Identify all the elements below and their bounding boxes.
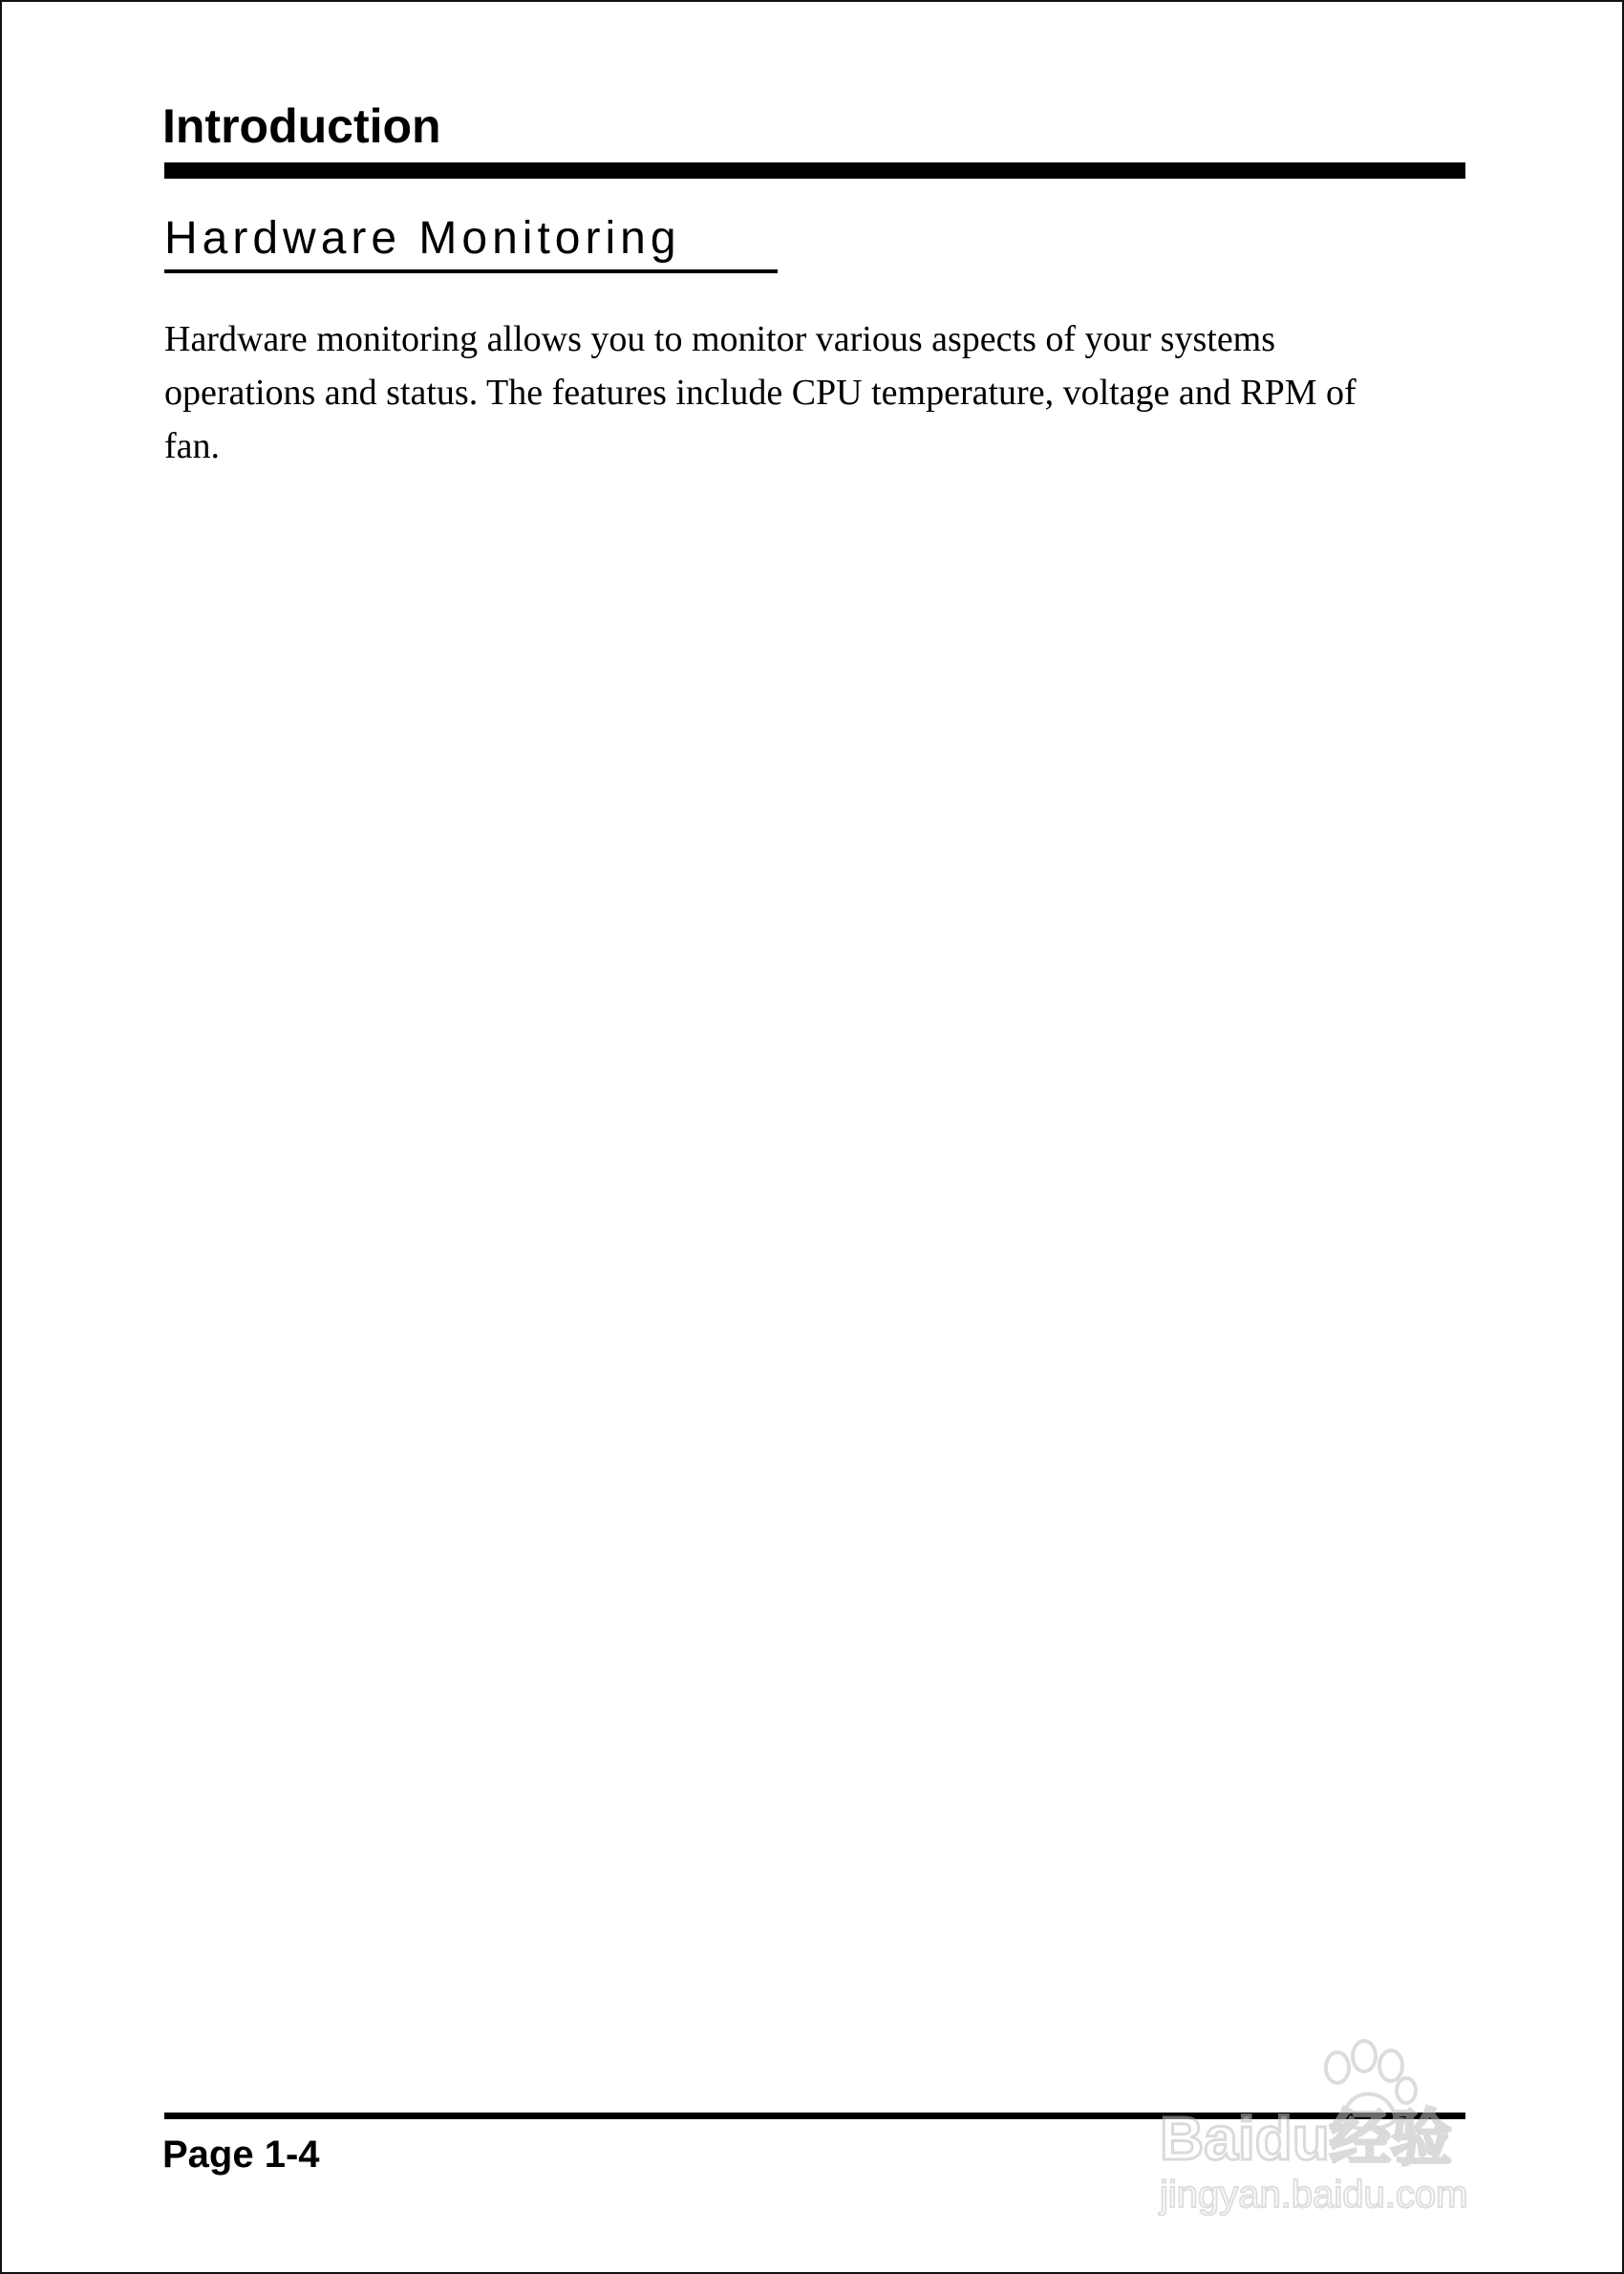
chapter-title: Introduction bbox=[162, 99, 441, 153]
watermark-brand: Baidu经验 bbox=[1160, 2104, 1452, 2173]
section-title: Hardware Monitoring bbox=[164, 213, 681, 264]
section-rule bbox=[164, 269, 778, 273]
body-paragraph: Hardware monitoring allows you to monitor various aspects of your systems operations and status. The features include CPU temperature, voltage and RPM of fan. bbox=[164, 319, 1357, 466]
chapter-rule bbox=[164, 162, 1465, 179]
page-number: Page 1-4 bbox=[162, 2134, 320, 2176]
watermark-url: jingyan.baidu.com bbox=[1160, 2174, 1468, 2216]
baidu-watermark bbox=[1148, 2027, 1530, 2219]
